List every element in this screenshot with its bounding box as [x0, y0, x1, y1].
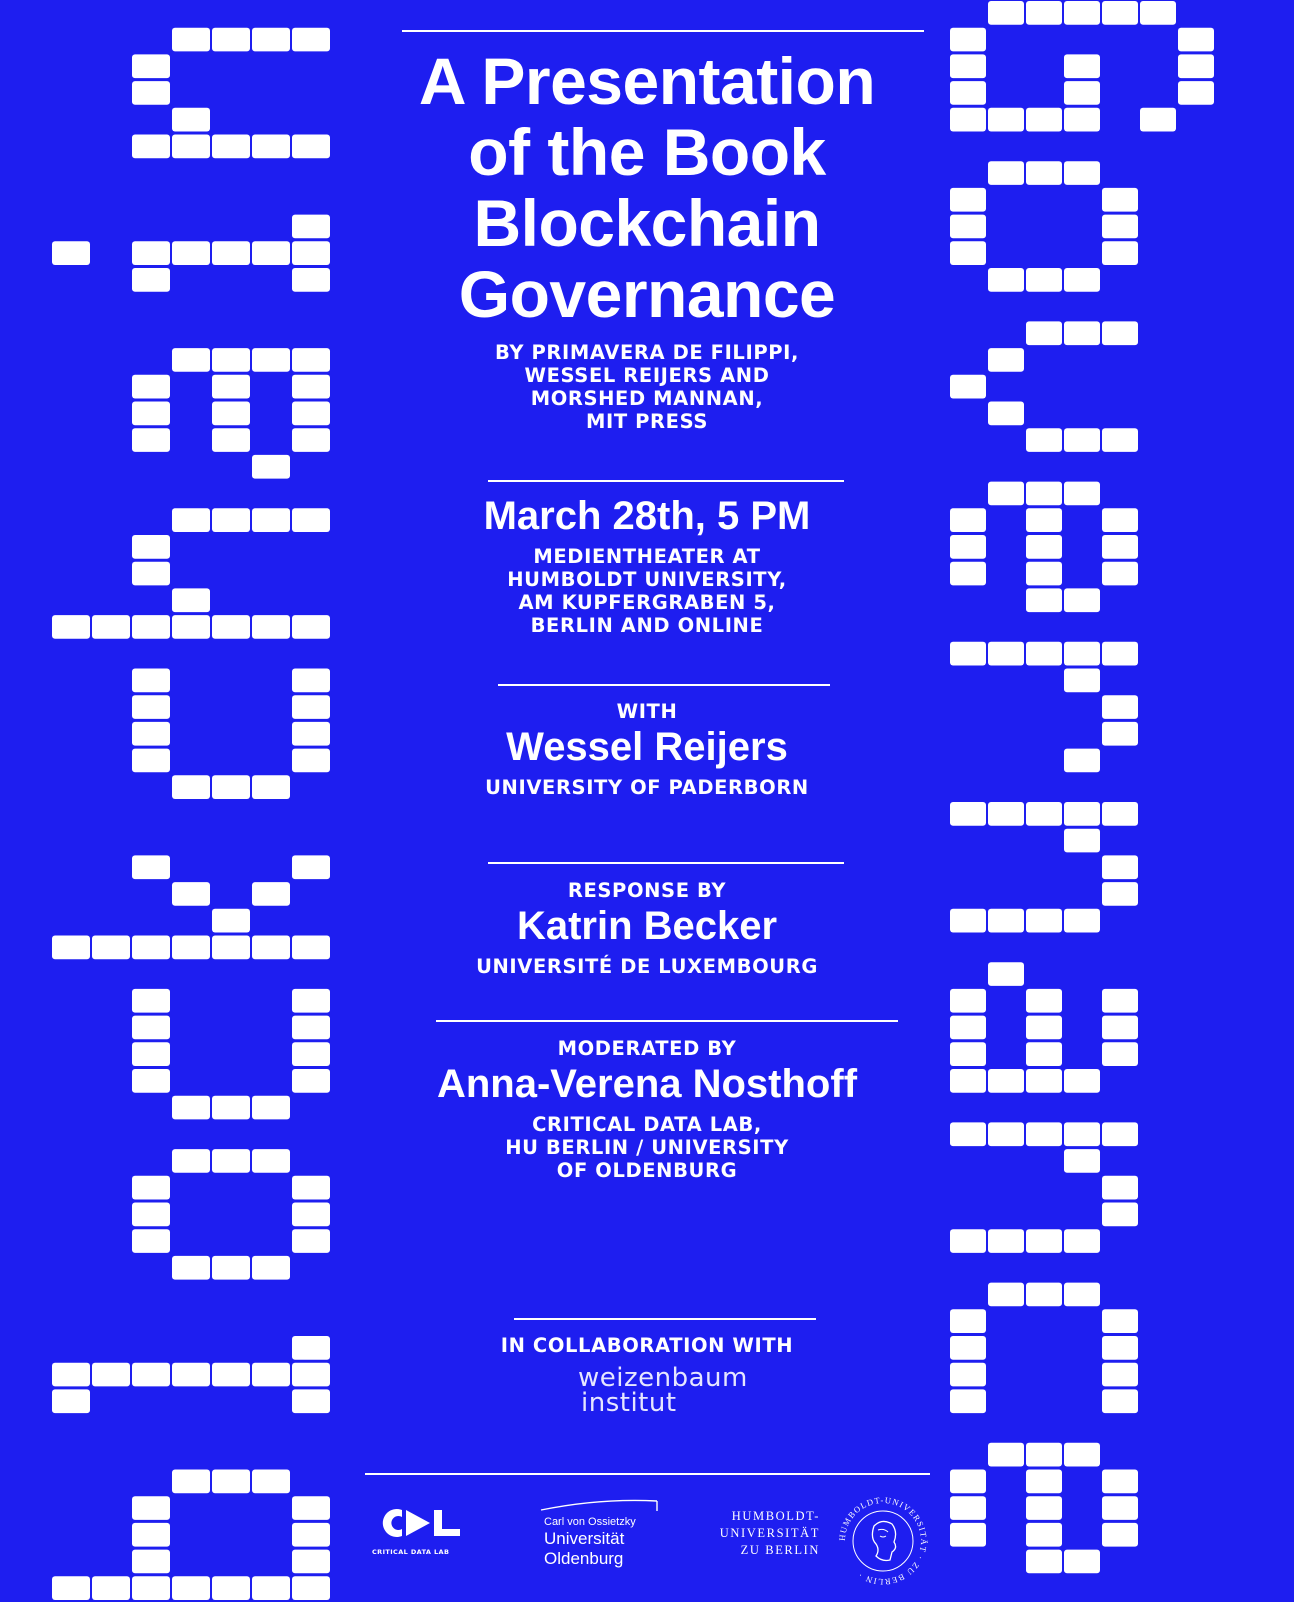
humboldt-line: UNIVERSITÄT	[719, 1526, 820, 1540]
moderator-label: MODERATED BY	[557, 1037, 737, 1060]
pixel-letter-cell	[292, 1496, 330, 1520]
pixel-letter-cell	[950, 642, 986, 666]
divider	[436, 1020, 898, 1022]
venue-line: HUMBOLDT UNIVERSITY,	[507, 568, 787, 591]
moderator-affiliation-line: CRITICAL DATA LAB,	[532, 1113, 762, 1136]
pixel-letter-cell	[1102, 1470, 1138, 1494]
oldenburg-arc-icon	[540, 1499, 658, 1511]
pixel-letter-cell	[950, 1229, 986, 1253]
pixel-letter-cell	[132, 1496, 170, 1520]
pixel-letter-cell	[1102, 1309, 1138, 1333]
oldenburg-line3: Oldenburg	[544, 1549, 624, 1568]
pixel-letter-cell	[1102, 855, 1138, 879]
pixel-letter-cell	[1102, 802, 1138, 826]
authors-line: MORSHED MANNAN,	[530, 387, 764, 410]
pixel-letter-cell	[950, 1389, 986, 1413]
pixel-letter-cell	[172, 1363, 210, 1387]
oldenburg-line2: Universität	[544, 1529, 625, 1548]
venue-line: AM KUPFERGRABEN 5,	[518, 591, 776, 614]
pixel-letter-cell	[988, 1229, 1024, 1253]
pixel-letter-cell	[950, 1523, 986, 1547]
pixel-letter-cell	[1026, 1229, 1062, 1253]
pixel-letter-cell	[950, 989, 986, 1013]
humboldt-seal-icon	[836, 1494, 930, 1588]
title-line: Governance	[458, 257, 836, 331]
pixel-letter-cell	[292, 989, 330, 1013]
pixel-letter-cell	[988, 642, 1024, 666]
pixel-letter-cell	[1102, 1203, 1138, 1227]
pixel-letter-cell	[92, 1363, 130, 1387]
speaker-affiliation: UNIVERSITY OF PADERBORN	[485, 776, 809, 799]
pixel-letter-cell	[1026, 1443, 1062, 1467]
humboldt-line: ZU BERLIN	[740, 1543, 820, 1557]
pixel-letter-cell	[252, 455, 290, 479]
venue-line: MEDIENTHEATER AT	[533, 545, 761, 568]
pixel-letter-cell	[1102, 1389, 1138, 1413]
title-line: A Presentation	[418, 44, 876, 118]
pixel-letter-cell	[292, 1523, 330, 1547]
pixel-letter-cell	[292, 669, 330, 693]
pixel-letter-cell	[1102, 1, 1138, 25]
pixel-letter-cell	[132, 1016, 170, 1040]
cdl-mark-icon	[372, 1506, 462, 1540]
weizenbaum-line: institut	[581, 1388, 677, 1418]
pixel-letter-cell	[1026, 1016, 1062, 1040]
pixel-letter-cell	[172, 1470, 210, 1494]
moderator-affiliation-line: OF OLDENBURG	[556, 1159, 738, 1182]
pixel-letter-cell	[950, 1496, 986, 1520]
moderator-name: Anna-Verena Nosthoff	[436, 1062, 858, 1106]
pixel-letter-cell	[52, 1576, 90, 1600]
pixel-letter-cell	[52, 1389, 90, 1413]
pixel-letter-cell	[132, 1229, 170, 1253]
footer-divider	[365, 1473, 930, 1475]
pixel-letter-cell	[1026, 1, 1062, 25]
pixel-letter-cell	[1064, 1443, 1100, 1467]
pixel-letter-cell	[950, 1363, 986, 1387]
pixel-letter-cell	[1064, 1283, 1100, 1307]
pixel-letter-cell	[1026, 1283, 1062, 1307]
authors-line: WESSEL REIJERS AND	[524, 364, 770, 387]
venue-line: BERLIN AND ONLINE	[530, 614, 764, 637]
pixel-letter-cell	[92, 1576, 130, 1600]
pixel-letter-cell	[950, 1016, 986, 1040]
pixel-letter-cell	[252, 1256, 290, 1280]
pixel-letter-cell	[1064, 829, 1100, 853]
title-line: of the Book	[468, 115, 826, 189]
venue	[0, 545, 1294, 637]
pixel-letter-cell	[1102, 642, 1138, 666]
humboldt-university-logo	[712, 1494, 932, 1588]
divider	[488, 862, 844, 864]
pixel-letter-cell	[252, 1363, 290, 1387]
title-line: Blockchain	[473, 186, 821, 260]
pixel-letter-cell	[1102, 1496, 1138, 1520]
pixel-letter-cell	[1102, 1016, 1138, 1040]
page-title	[0, 46, 1294, 330]
pixel-letter-cell	[1064, 1550, 1100, 1574]
pixel-letter-cell	[132, 1523, 170, 1547]
pixel-letter-cell	[132, 1550, 170, 1574]
critical-data-lab-logo	[372, 1506, 472, 1556]
pixel-letter-cell	[252, 1576, 290, 1600]
pixel-letter-cell	[132, 989, 170, 1013]
pixel-letter-cell	[172, 1576, 210, 1600]
pixel-letter-cell	[1064, 1, 1100, 25]
pixel-letter-cell	[292, 1389, 330, 1413]
pixel-letter-cell	[1026, 1496, 1062, 1520]
pixel-letter-cell	[292, 1363, 330, 1387]
pixel-letter-cell	[1102, 989, 1138, 1013]
pixel-letter-cell	[212, 1576, 250, 1600]
oldenburg-line1: Carl von Ossietzky	[544, 1516, 636, 1528]
moderator-affiliation-line: HU BERLIN / UNIVERSITY	[505, 1136, 789, 1159]
respondent-label: RESPONSE BY	[567, 879, 727, 902]
pixel-letter-cell	[132, 1363, 170, 1387]
top-divider	[402, 30, 924, 32]
respondent-name: Katrin Becker	[516, 904, 778, 948]
pixel-letter-cell	[1102, 1363, 1138, 1387]
pixel-letter-cell	[292, 1229, 330, 1253]
pixel-letter-cell	[1026, 1470, 1062, 1494]
pixel-letter-cell	[212, 1363, 250, 1387]
pixel-letter-cell	[292, 855, 330, 879]
collaboration-label: IN COLLABORATION WITH	[500, 1334, 794, 1357]
moderator-affiliation	[0, 1113, 1294, 1182]
pixel-letter-cell	[1102, 1523, 1138, 1547]
weizenbaum-line: weizenbaum	[578, 1363, 748, 1393]
pixel-letter-cell	[950, 1309, 986, 1333]
pixel-letter-cell	[950, 802, 986, 826]
pixel-letter-cell	[172, 1256, 210, 1280]
pixel-letter-cell	[1064, 802, 1100, 826]
humboldt-seal-text: HUMBOLDT-UNIVERSITÄT · ZU BERLIN ·	[836, 1494, 930, 1588]
pixel-letter-cell	[292, 1550, 330, 1574]
pixel-letter-cell	[292, 1576, 330, 1600]
speaker-name: Wessel Reijers	[506, 725, 788, 769]
pixel-letter-cell	[1026, 642, 1062, 666]
weizenbaum-logo	[578, 1363, 778, 1418]
authors-line: MIT PRESS	[586, 410, 708, 433]
pixel-letter-cell	[988, 1443, 1024, 1467]
authors	[0, 341, 1294, 433]
pixel-letter-cell	[212, 1470, 250, 1494]
pixel-letter-cell	[132, 855, 170, 879]
pixel-letter-cell	[988, 1283, 1024, 1307]
oldenburg-university-logo	[540, 1496, 660, 1569]
pixel-letter-cell	[132, 1576, 170, 1600]
pixel-letter-cell	[1026, 1523, 1062, 1547]
pixel-letter-cell	[52, 1363, 90, 1387]
pixel-letter-cell	[1026, 1550, 1062, 1574]
event-date: March 28th, 5 PM	[483, 494, 811, 538]
pixel-letter-cell	[950, 1470, 986, 1494]
pixel-letter-cell	[1026, 802, 1062, 826]
pixel-letter-cell	[292, 1203, 330, 1227]
divider	[498, 684, 830, 686]
authors-line: BY PRIMAVERA DE FILIPPI,	[495, 341, 799, 364]
cdl-subtitle: CRITICAL DATA LAB	[372, 1548, 450, 1556]
pixel-letter-cell	[1064, 669, 1100, 693]
pixel-letter-cell	[1064, 642, 1100, 666]
humboldt-line: HUMBOLDT-	[731, 1509, 820, 1523]
pixel-letter-cell	[988, 802, 1024, 826]
divider	[514, 1318, 816, 1320]
pixel-letter-cell	[252, 1470, 290, 1494]
pixel-letter-cell	[1026, 989, 1062, 1013]
pixel-letter-cell	[1140, 1, 1176, 25]
humboldt-text	[712, 1508, 820, 1559]
svg-text:HUMBOLDT-UNIVERSITÄT · ZU BERL	[837, 1495, 929, 1587]
pixel-letter-cell	[1064, 1229, 1100, 1253]
pixel-letter-cell	[292, 1016, 330, 1040]
respondent-affiliation: UNIVERSITÉ DE LUXEMBOURG	[476, 955, 818, 978]
pixel-letter-cell	[132, 1203, 170, 1227]
divider	[488, 480, 844, 482]
speaker-label: WITH	[616, 700, 678, 723]
pixel-letter-cell	[132, 669, 170, 693]
pixel-letter-cell	[212, 1256, 250, 1280]
pixel-letter-cell	[988, 1, 1024, 25]
